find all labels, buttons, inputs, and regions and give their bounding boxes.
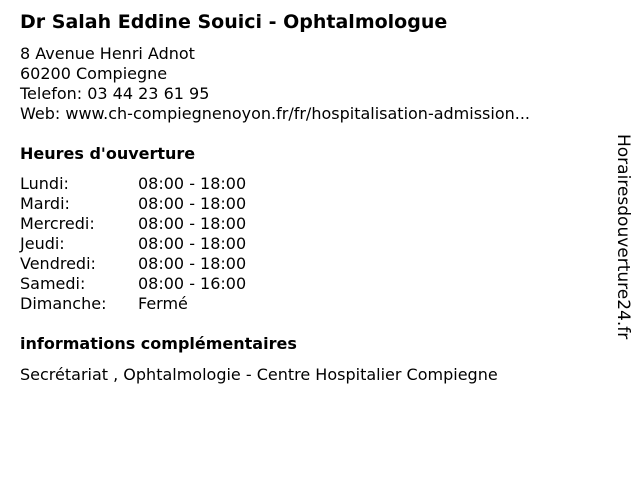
hours-row-lundi bbox=[20, 174, 280, 194]
phone-number: Telefon: 03 44 23 61 95 bbox=[20, 84, 210, 103]
hours-row-jeudi bbox=[20, 234, 280, 254]
hours-row-mardi bbox=[20, 194, 280, 214]
website-link[interactable]: Web: www.ch-compiegnenoyon.fr/fr/hospitalisation-admission... bbox=[20, 104, 531, 123]
hours-day: Mercredi: bbox=[20, 214, 95, 233]
page-title: Dr Salah Eddine Souici - Ophtalmologue bbox=[20, 11, 448, 33]
hours-row-samedi bbox=[20, 274, 280, 294]
hours-time: 08:00 - 18:00 bbox=[138, 254, 247, 273]
opening-hours-heading: Heures d'ouverture bbox=[20, 144, 196, 163]
watermark bbox=[611, 134, 635, 344]
street-address: 8 Avenue Henri Adnot bbox=[20, 44, 195, 63]
hours-row-vendredi bbox=[20, 254, 280, 274]
address-block bbox=[20, 44, 530, 124]
city-address: 60200 Compiegne bbox=[20, 64, 168, 83]
hours-time: Fermé bbox=[138, 294, 188, 313]
hours-day: Dimanche: bbox=[20, 294, 107, 313]
hours-time: 08:00 - 18:00 bbox=[138, 194, 247, 213]
hours-time: 08:00 - 16:00 bbox=[138, 274, 247, 293]
additional-info-heading: informations complémentaires bbox=[20, 334, 297, 353]
hours-day: Mardi: bbox=[20, 194, 70, 213]
hours-day: Lundi: bbox=[20, 174, 69, 193]
hours-day: Samedi: bbox=[20, 274, 86, 293]
hours-day: Vendredi: bbox=[20, 254, 96, 273]
hours-row-dimanche bbox=[20, 294, 280, 314]
hours-row-mercredi bbox=[20, 214, 280, 234]
watermark-text: Horairesdouverture24.fr bbox=[613, 134, 633, 340]
hours-time: 08:00 - 18:00 bbox=[138, 234, 247, 253]
hours-time: 08:00 - 18:00 bbox=[138, 174, 247, 193]
additional-info-text: Secrétariat , Ophtalmologie - Centre Hospitalier Compiegne bbox=[20, 365, 498, 384]
opening-hours-table bbox=[20, 174, 280, 314]
hours-day: Jeudi: bbox=[20, 234, 65, 253]
hours-time: 08:00 - 18:00 bbox=[138, 214, 247, 233]
